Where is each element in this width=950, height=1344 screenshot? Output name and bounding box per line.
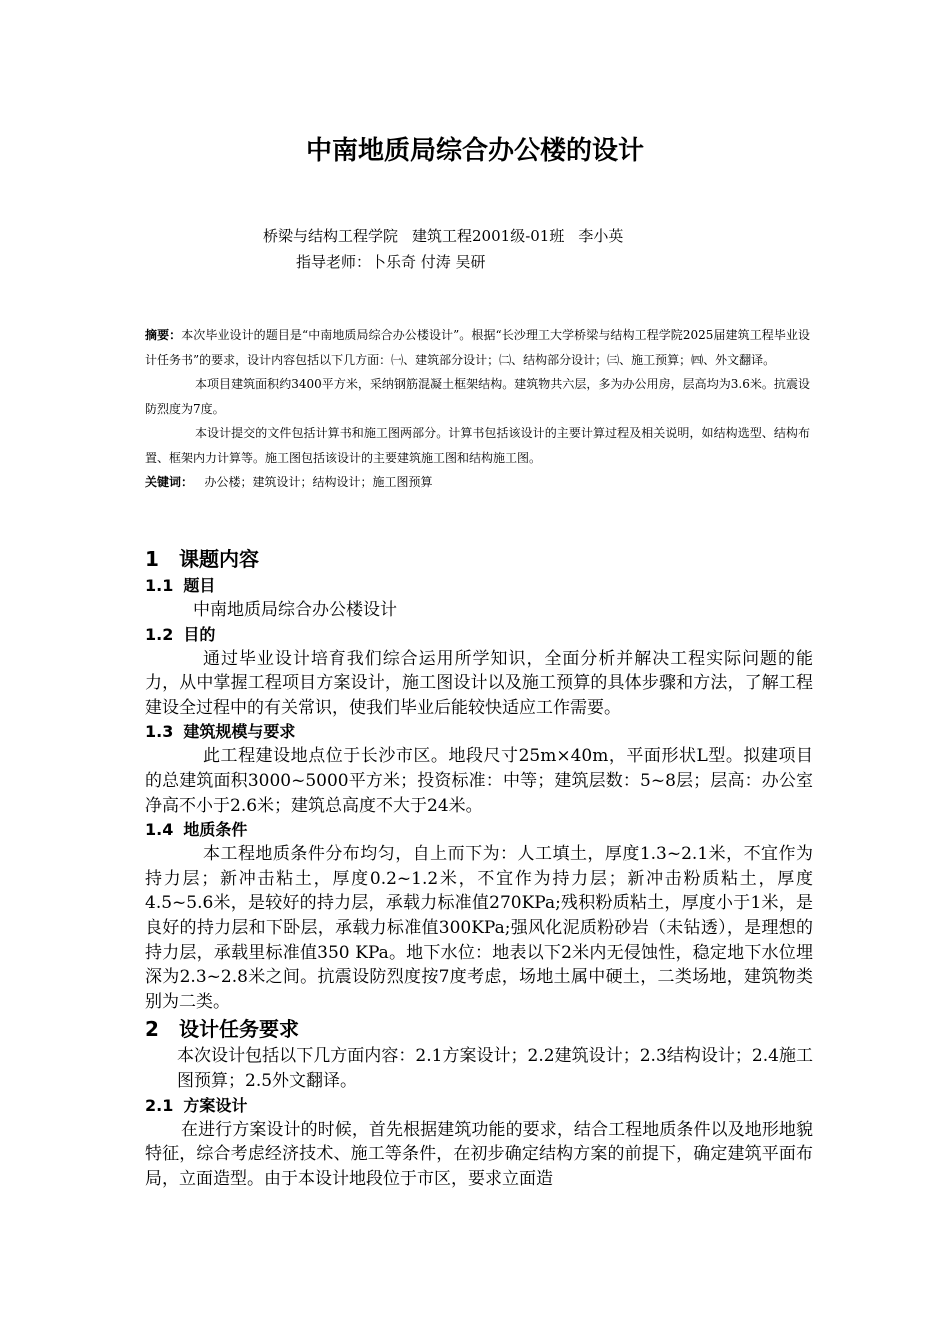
section-title: 设计任务要求 [179, 1017, 299, 1042]
document-body [145, 544, 813, 1191]
subsection-text-1-4: 本工程地质条件分布均匀，自上而下为：人工填土，厚度1.3~2.1米，不宜作为持力层；新冲击粘土，厚度0.2~1.2米，不宜作为持力层；新冲击粉质粘土，厚度4.5~5.6米，是较好的持力层，承载力标准值270KPa;残积粉质粘土，厚度小于1米，是良好的持力层和下卧层，承载力标准值300KPa;强风化泥质粉砂岩（未钻透），是理想的持力层，承载里标准值350 KPa。地下水位：地表以下2米内无侵蚀性，稳定地下水位埋深为2.3~2.8米之间。抗震设防烈度按7度考虑，场地土属中硬土，二类场地，建筑物类别为二类。 [145, 844, 813, 1012]
section-number: 2 [145, 1017, 159, 1042]
subsection-number: 1.2 [145, 624, 174, 644]
keywords-line [145, 470, 810, 495]
author-school: 桥梁与结构工程学院 [263, 227, 399, 245]
subsection-title: 目的 [183, 624, 216, 644]
advisor-line: 指导老师：卜乐奇 付涛 吴研 [296, 253, 486, 271]
abstract-block [145, 323, 810, 495]
subsection-heading-1-2 [145, 623, 813, 647]
subsection-number: 2.1 [145, 1095, 174, 1115]
section-number: 1 [145, 547, 159, 571]
subsection-heading-1-3 [145, 720, 813, 744]
subsection-text-1-1: 中南地质局综合办公楼设计 [193, 600, 397, 620]
abstract-paragraph-3: 本设计提交的文件包括计算书和施工图两部分。计算书包括该设计的主要计算过程及相关说明，如结构选型、结构布置、框架内力计算等。施工图包括该设计的主要建筑施工图和结构施工图。 [145, 426, 810, 465]
section-heading-1 [145, 544, 813, 574]
section-title: 课题内容 [179, 547, 259, 571]
subsection-heading-1-1 [145, 574, 813, 598]
abstract-paragraph-2: 本项目建筑面积约3400平方米，采纳钢筋混凝土框架结构。建筑物共六层，多为办公用房，层高均为3.6米。抗震设防烈度为7度。 [145, 377, 810, 416]
subsection-heading-2-1 [145, 1094, 813, 1118]
document-title: 中南地质局综合办公楼的设计 [305, 136, 644, 166]
subsection-text-1-3: 此工程建设地点位于长沙市区。地段尺寸25m×40m，平面形状L型。拟建项目的总建筑面积3000~5000平方米；投资标准：中等；建筑层数：5~8层；层高：办公室净高不小于2.6米；建筑总高度不大于24米。 [145, 746, 813, 816]
keywords-text: 办公楼；建筑设计；结构设计；施工图预算 [204, 475, 433, 489]
subsection-heading-1-4 [145, 818, 813, 842]
subsection-title: 地质条件 [183, 820, 248, 840]
abstract-paragraph-1 [145, 323, 810, 372]
subsection-number: 1.3 [145, 722, 174, 742]
subsection-text-2-1: 在进行方案设计的时候，首先根据建筑功能的要求，结合工程地质条件以及地形地貌特征，综合考虑经济技术、施工等条件，在初步确定结构方案的前提下，确定建筑平面布局，立面造型。由于本设计地段位于市区，要求立面造 [145, 1119, 813, 1189]
author-student: 李小英 [578, 227, 624, 245]
keywords-label: 关键词： [145, 475, 194, 489]
subsection-number: 1.1 [145, 576, 174, 595]
subsection-text-1-2: 通过毕业设计培育我们综合运用所学知识，全面分析并解决工程实际问题的能力，从中掌握工程项目方案设计，施工图设计以及施工预算的具体步骤和方法，了解工程建设全过程中的有关常识，使我们毕业后能较快适应工作需要。 [145, 648, 813, 718]
subsection-title: 建筑规模与要求 [183, 722, 296, 742]
subsection-number: 1.4 [145, 820, 174, 840]
abstract-text-1: 本次毕业设计的题目是“中南地质局综合办公楼设计”。根据“长沙理工大学桥梁与结构工程学院2025届建筑工程毕业设计任务书”的要求，设计内容包括以下几方面：㈠、建筑部分设计；㈡、结构部分设计；㈢、施工预算；㈣、外文翻译。 [145, 328, 810, 367]
abstract-label: 摘要： [145, 328, 182, 342]
author-class: 建筑工程2001级-01班 [412, 227, 565, 245]
section-text-2: 本次设计包括以下几方面内容：2.1方案设计；2.2建筑设计；2.3结构设计；2.4施工图预算；2.5外文翻译。 [177, 1046, 813, 1091]
section-heading-2 [145, 1014, 813, 1044]
subsection-title: 题目 [183, 576, 216, 595]
subsection-title: 方案设计 [183, 1095, 248, 1115]
author-line [263, 226, 637, 246]
